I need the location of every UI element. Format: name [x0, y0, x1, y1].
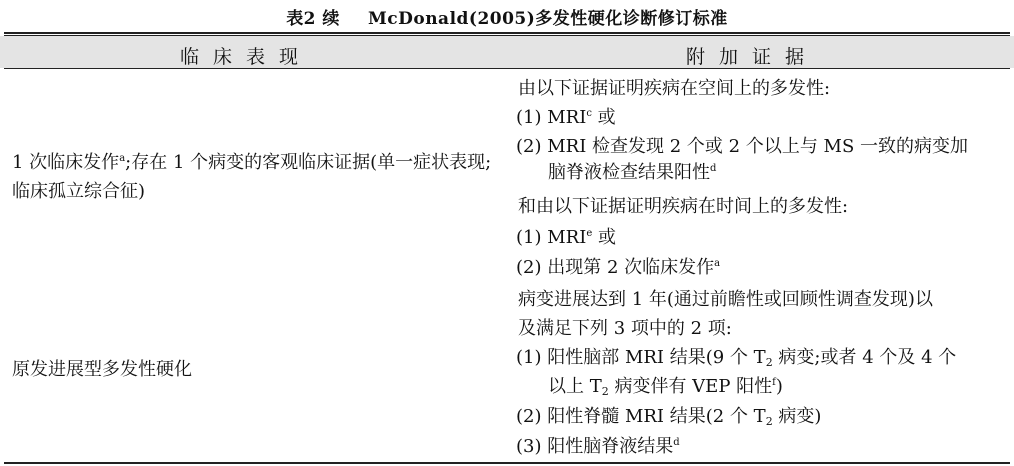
row1-ev-line2	[516, 103, 616, 129]
table-header	[0, 36, 1014, 68]
row1-ev-line6-tail: 或	[592, 227, 616, 248]
header-clinical: 临床表现	[180, 46, 313, 68]
row1-ev-line6-sup: e	[586, 228, 593, 239]
row2-ev-line5-tail: 病变)	[772, 406, 822, 427]
row2-ev-line4-sub: 2	[601, 385, 609, 398]
table-number: 表2 续	[286, 9, 340, 29]
row1-clinical-sup: a	[119, 153, 126, 164]
row1-ev-line2-text: (1) MRI	[516, 107, 587, 128]
row2-ev-line1: 病变进展达到 1 年(通过前瞻性或回顾性调查发现)以	[518, 289, 933, 310]
row1-ev-line6	[516, 223, 616, 249]
row2-ev-line4	[548, 372, 783, 398]
row2-ev-line6	[516, 432, 680, 458]
row2-ev-line6-sup: d	[673, 437, 680, 448]
row2-ev-line3-sub: 2	[765, 356, 773, 369]
row2-ev-line3-text: (1) 阳性脑部 MRI 结果(9 个 T	[516, 347, 766, 368]
row1-ev-line7-text: (2) 出现第 2 次临床发作	[516, 257, 715, 278]
row2-ev-line5-sub: 2	[765, 415, 773, 428]
row1-ev-line1: 由以下证据证明疾病在空间上的多发性:	[518, 78, 831, 99]
row1-ev-line5: 和由以下证据证明疾病在时间上的多发性:	[518, 196, 849, 217]
row1-clinical-text-b: ;存在 1 个病变的客观临床证据(单一症状表现;临床孤立综合征)	[12, 152, 492, 202]
table-title: McDonald(2005)多发性硬化诊断修订标准	[367, 9, 728, 29]
row1-clinical	[12, 144, 492, 206]
row1-ev-line2-sup: c	[586, 108, 592, 119]
row1-clinical-text-a: 1 次临床发作	[12, 152, 120, 173]
row2-ev-line4-tail: )	[775, 376, 783, 397]
row2-ev-line2: 及满足下列 3 项中的 2 项:	[518, 318, 732, 339]
row1-ev-line6-text: (1) MRI	[516, 227, 587, 248]
row2-ev-line4-text: 以上 T	[548, 376, 602, 397]
row2-ev-line5-text: (2) 阳性脊髓 MRI 结果(2 个 T	[516, 406, 766, 427]
row2-ev-line3-tail: 病变;或者 4 个及 4 个	[772, 347, 957, 368]
header-rule	[4, 68, 1010, 69]
row1-ev-line7-sup: a	[714, 258, 721, 269]
row2-clinical: 原发进展型多发性硬化	[12, 359, 192, 380]
row2-ev-line4-mid: 病变伴有 VEP 阳性	[608, 376, 773, 397]
row2-ev-line3	[516, 343, 956, 369]
table-caption	[0, 4, 1014, 28]
row1-ev-line3: (2) MRI 检查发现 2 个或 2 个以上与 MS 一致的病变加	[516, 136, 969, 157]
row1-ev-line7	[516, 253, 720, 279]
row1-ev-line4-text: 脑脊液检查结果阳性	[548, 162, 710, 183]
row2-ev-line6-text: (3) 阳性脑脊液结果	[516, 436, 674, 457]
row2-ev-line5	[516, 402, 821, 428]
bottom-rule	[4, 462, 1010, 464]
top-rule-thick	[4, 32, 1010, 34]
row1-ev-line4-sup: d	[710, 163, 717, 174]
row1-ev-line4	[548, 158, 716, 184]
row2-ev-line4-sup: f	[772, 377, 776, 388]
header-evidence: 附加证据	[686, 46, 819, 68]
row1-ev-line2-tail: 或	[591, 107, 616, 128]
